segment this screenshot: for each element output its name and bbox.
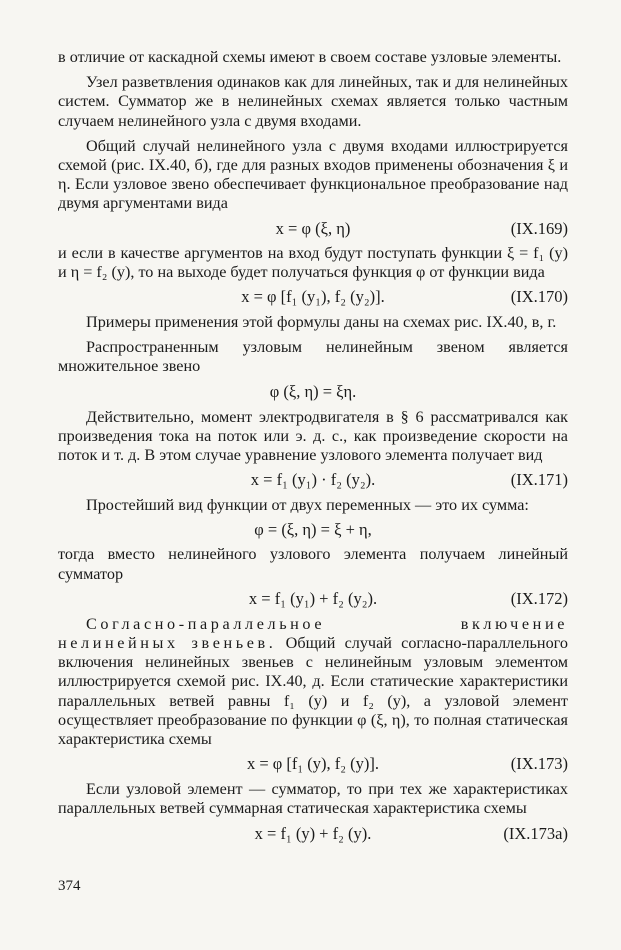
formula: x = f₁ (y₁) · f₂ (y₂). bbox=[250, 470, 376, 490]
equation-ix171 bbox=[58, 470, 568, 490]
section-text: Общий случай согласно-параллельного включения нелинейных звеньев с нелинейным узловым элементом иллюстрируется схемой рис. IX.40, д. Если статические характеристики параллельных ветвей равны f₁ (y) и f₂ (y), а узловой элемент осуществляет преобразование по функции φ (ξ, η), то полная статическая характеристика схемы bbox=[58, 634, 568, 749]
formula: φ (ξ, η) = ξη. bbox=[269, 381, 357, 401]
page-number: 374 bbox=[58, 878, 81, 894]
paragraph: тогда вместо нелинейного узлового элемента получаем линейный сумматор bbox=[58, 545, 568, 583]
equation-multiplication bbox=[58, 382, 568, 402]
paragraph: Общий случай нелинейного узла с двумя входами иллюстрируется схемой (рис. IX.40, б), где для разных входов применены обозначения ξ и η. Если узловое звено обеспечивает функциональное преобразование над двумя аргументами вида bbox=[58, 136, 568, 213]
formula: x = f₁ (y) + f₂ (y). bbox=[254, 823, 372, 843]
paragraph: Если узловой элемент — сумматор, то при тех же характеристиках параллельных ветвей суммарная статическая характеристика схемы bbox=[58, 780, 568, 818]
formula: φ = (ξ, η) = ξ + η, bbox=[254, 520, 372, 540]
formula: x = f₁ (y₁) + f₂ (y₂). bbox=[248, 588, 378, 608]
paragraph: Узел разветвления одинаков как для линейных, так и для нелинейных систем. Сумматор же в нелинейных схемах является только частным случаем нелинейного узла с двумя входами. bbox=[58, 73, 568, 130]
equation-ix173 bbox=[58, 754, 568, 774]
equation-ix172 bbox=[58, 589, 568, 609]
equation-sum bbox=[58, 520, 568, 540]
paragraph: Простейший вид функции от двух переменных — это их сумма: bbox=[86, 496, 529, 515]
equation-number: (IX.170) bbox=[510, 287, 568, 307]
formula: x = φ [f₁ (y), f₂ (y)]. bbox=[246, 754, 380, 774]
paragraph: Действительно, момент электродвигателя в § 6 рассматривался как произведения тока на поток или э. д. с., как произведение скорости на поток и т. д. В этом случае уравнение узлового элемента получает вид bbox=[58, 407, 568, 465]
paragraph: в отличие от каскадной схемы имеют в своем составе узловые элементы. bbox=[58, 48, 562, 66]
section-heading: Согласно-параллельное включение нелинейных звеньев. bbox=[58, 614, 568, 653]
paragraph-section bbox=[58, 615, 568, 749]
equation-number: (IX.173) bbox=[510, 754, 568, 774]
paragraph: Распространенным узловым нелинейным звеном является множительное звено bbox=[58, 338, 568, 376]
equation-number: (IX.169) bbox=[510, 218, 568, 238]
equation-ix173a bbox=[58, 824, 568, 844]
paragraph: Примеры применения этой формулы даны на схемах рис. IX.40, в, г. bbox=[86, 313, 557, 332]
formula: x = φ (ξ, η) bbox=[275, 218, 351, 238]
equation-number: (IX.173а) bbox=[503, 823, 568, 843]
equation-number: (IX.172) bbox=[510, 588, 568, 608]
page-body bbox=[58, 48, 568, 849]
equation-ix170 bbox=[58, 287, 568, 307]
equation-number: (IX.171) bbox=[510, 470, 568, 490]
paragraph: и если в качестве аргументов на вход будут поступать функции ξ = f₁ (y) и η = f₂ (y), то на выходе будет получаться функция φ от функции вида bbox=[58, 243, 568, 281]
equation-ix169 bbox=[58, 219, 568, 239]
formula: x = φ [f₁ (y₁), f₂ (y₂)]. bbox=[241, 287, 385, 307]
